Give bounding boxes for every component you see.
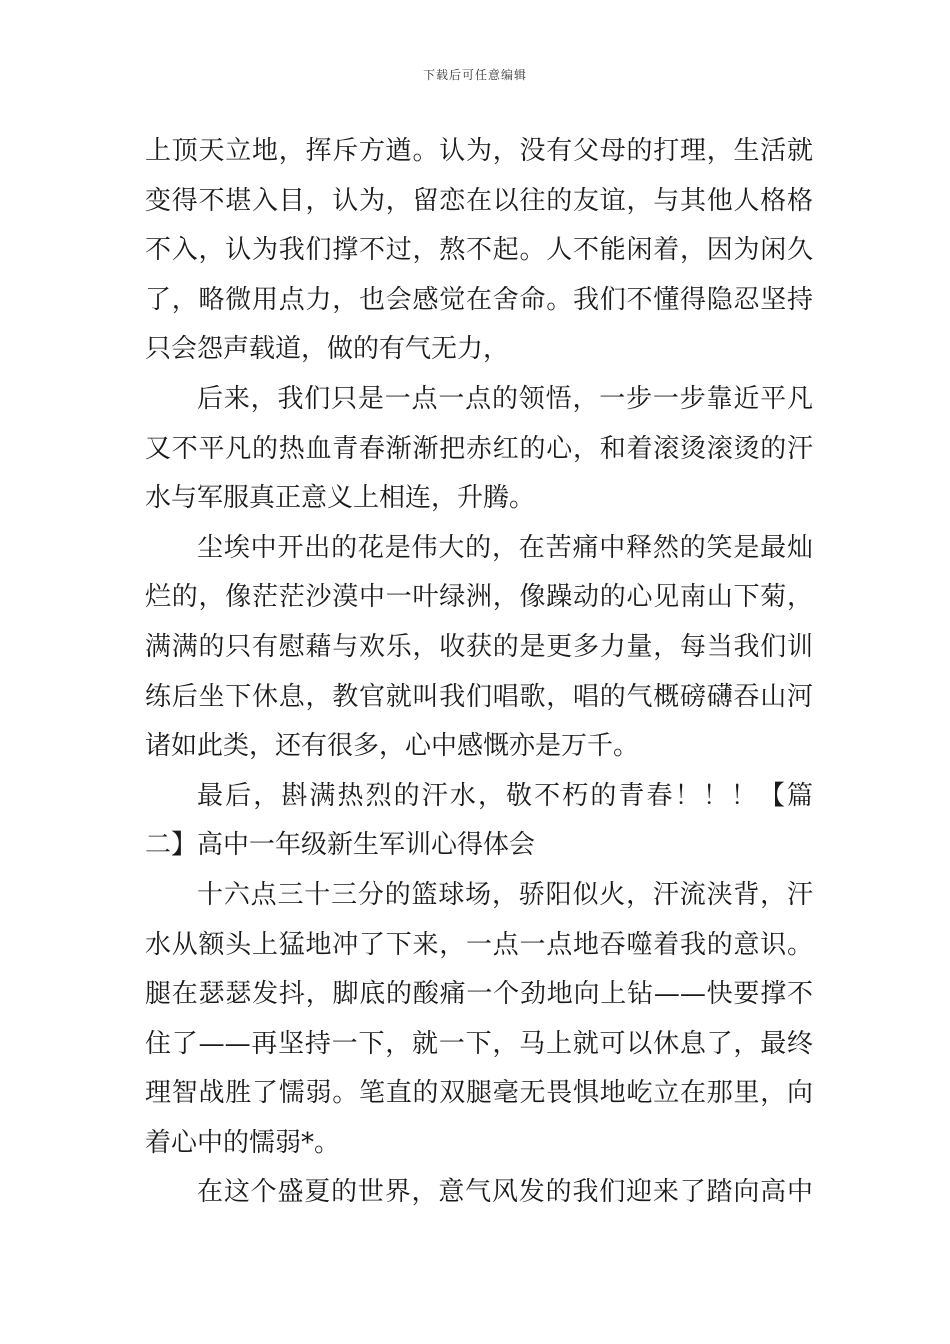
text-line: 变得不堪入目，认为，留恋在以往的友谊，与其他人格格 xyxy=(145,185,813,216)
text-line: 只会怨声载道，做的有气无力， xyxy=(145,334,510,365)
text-line: 在这个盛夏的世界，意气风发的我们迎来了踏向高中 xyxy=(197,1177,813,1208)
text-line: 不入，认为我们撑不过，熬不起。人不能闲着，因为闲久 xyxy=(145,235,813,266)
text-line: 住了——再坚持一下，就一下，马上就可以休息了，最终 xyxy=(145,1028,813,1059)
text-line: 烂的，像茫茫沙漠中一叶绿洲，像躁动的心见南山下菊， xyxy=(145,582,813,613)
text-line: 腿在瑟瑟发抖，脚底的酸痛一个劲地向上钻——快要撑不 xyxy=(145,979,813,1010)
text-line: 上顶天立地，挥斥方遒。认为，没有父母的打理，生活就 xyxy=(145,136,813,166)
text-line: 理智战胜了懦弱。笔直的双腿毫无畏惧地屹立在那里，向 xyxy=(145,1078,813,1109)
text-line: 后来，我们只是一点一点的领悟，一步一步靠近平凡 xyxy=(197,383,813,414)
text-line: 诸如此类，还有很多，心中感慨亦是万千。 xyxy=(145,731,640,762)
text-line: 水与军服真正意义上相连，升腾。 xyxy=(145,483,536,514)
text-line: 二】高中一年级新生军训心得体会 xyxy=(145,830,536,861)
text-line: 十六点三十三分的篮球场，骄阳似火，汗流浃背，汗 xyxy=(197,879,813,910)
document-body xyxy=(145,127,813,1218)
text-line: 满满的只有慰藉与欢乐，收获的是更多力量，每当我们训 xyxy=(145,631,813,662)
text-line: 尘埃中开出的花是伟大的，在苦痛中释然的笑是最灿 xyxy=(197,532,813,563)
text-line: 练后坐下休息，教官就叫我们唱歌，唱的气概磅礴吞山河 xyxy=(145,681,813,712)
page-header-note: 下载后可任意编辑 xyxy=(422,68,527,82)
text-line: 着心中的懦弱*。 xyxy=(145,1127,341,1158)
text-line: 又不平凡的热血青春渐渐把赤红的心，和着滚烫滚烫的汗 xyxy=(145,433,813,464)
text-line: 最后，斟满热烈的汗水，敬不朽的青春！！！【篇 xyxy=(197,780,813,811)
text-line: 水从额头上猛地冲了下来，一点一点地吞噬着我的意识。 xyxy=(145,929,813,960)
text-line: 了，略微用点力，也会感觉在舍命。我们不懂得隐忍坚持 xyxy=(145,284,813,315)
